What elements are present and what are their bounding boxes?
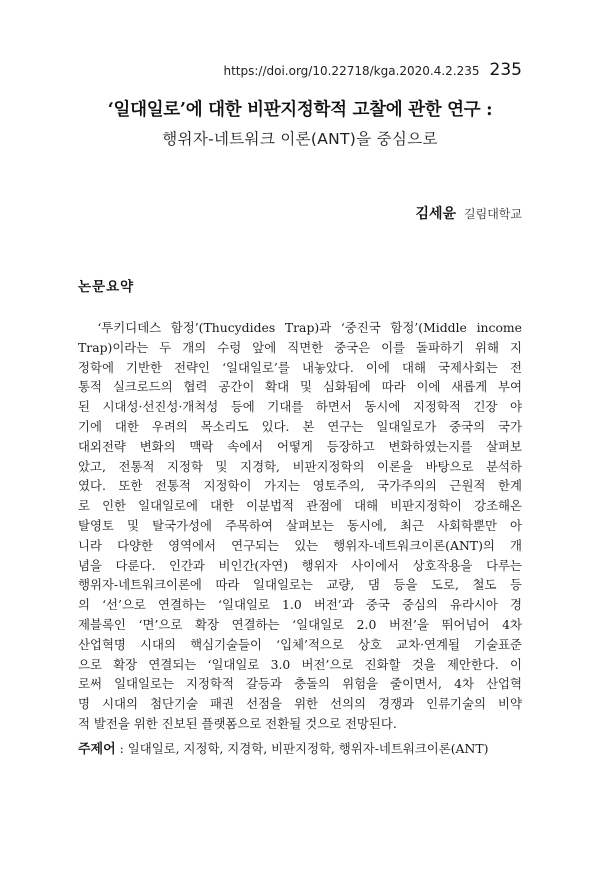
abstract-line: 정학에 기반한 전략인 ‘일대일로’를 내놓았다. 이에 대해 국제사회는 전: [78, 359, 522, 375]
author-block: [415, 203, 522, 223]
abstract-line: 념을 다룬다. 인간과 비인간(자연) 행위자 사이에서 상호작용을 다루는: [78, 557, 522, 573]
abstract-line: 된 시대성·선진성·개척성 등에 기대를 하면서 동시에 지정학적 긴장 야: [78, 399, 522, 415]
abstract-line: 적 발전을 위한 진보된 플랫폼으로 전환될 것으로 전망된다.: [78, 715, 397, 731]
abstract-line: 로 인한 일대일로에 대한 이분법적 관점에 대해 비판지정학이 강조해온: [78, 498, 522, 514]
keywords-line: [78, 738, 528, 757]
abstract-line: 명 시대의 첨단기술 패권 선점을 위한 선의의 경쟁과 인류기술의 비약: [78, 696, 522, 712]
paper-title: ‘일대일로’에 대한 비판지정학적 고찰에 관한 연구 :: [107, 100, 493, 120]
keywords-text: 일대일로, 지정학, 지경학, 비판지정학, 행위자-네트워크이론(ANT): [127, 741, 489, 756]
abstract-line: 로써 일대일로는 지정학적 갈등과 충돌의 위험을 줄이면서, 4차 산업혁: [78, 676, 522, 692]
paper-subtitle: 행위자-네트워크 이론(ANT)을 중심으로: [162, 130, 438, 148]
abstract-heading: 논문요약: [78, 279, 135, 295]
abstract-body: [78, 318, 522, 734]
abstract-line: 탈영토 및 탈국가성에 주목하여 살펴보는 동시에, 최근 사회학뿐만 아: [78, 517, 522, 533]
keywords-separator: :: [115, 741, 128, 756]
abstract-line: 행위자-네트워크이론에 따라 일대일로는 교량, 댐 등을 도로, 철도 등: [78, 577, 522, 593]
abstract-line: 니라 다양한 영역에서 연구되는 있는 행위자-네트워크이론(ANT)의 개: [78, 537, 522, 553]
author-affiliation: 길림대학교: [464, 207, 522, 221]
abstract-line: 의 ‘선’으로 연결하는 ‘일대일로 1.0 버전’과 중국 중심의 유라시아 경: [78, 597, 522, 613]
abstract-line: 으로 확장 연결되는 ‘일대일로 3.0 버전’으로 진화할 것을 제안한다. 이: [78, 656, 522, 672]
abstract-line: 제블록인 ‘면’으로 확장 연결하는 ‘일대일로 2.0 버전’을 뛰어넘어 4차: [78, 616, 522, 632]
abstract-line: 았고, 전통적 지정학 및 지경학, 비판지정학의 이론을 바탕으로 분석하: [78, 458, 522, 474]
abstract-line: 통적 실크로드의 협력 공간이 확대 및 심화됨에 따라 이에 새롭게 부여: [78, 379, 522, 395]
author-name: 김세윤: [415, 206, 457, 222]
keywords-label: 주제어: [78, 742, 116, 757]
abstract-line: 대외전략 변화의 맥락 속에서 어떻게 등장하고 변화하였는지를 살펴보: [78, 438, 522, 454]
abstract-line: 기에 대한 우려의 목소리도 있다. 본 연구는 일대일로가 중국의 국가: [78, 418, 522, 434]
abstract-line: 였다. 또한 전통적 지정학이 가지는 영토주의, 국가주의의 근원적 한계: [78, 478, 522, 494]
abstract-line: 산업혁명 시대의 핵심기술들이 ‘입체’적으로 상호 교차·연계될 기술표준: [78, 636, 522, 652]
doi-link[interactable]: https://doi.org/10.22718/kga.2020.4.2.235: [223, 64, 480, 78]
running-header: [224, 60, 523, 80]
page-number: 235: [489, 60, 522, 80]
abstract-line: Trap)이라는 두 개의 수렁 앞에 직면한 중국은 이를 돌파하기 위해 지: [78, 339, 522, 355]
abstract-line: ‘투키디데스 함정’(Thucydides Trap)과 ‘중진국 함정’(Middle income: [78, 320, 522, 335]
